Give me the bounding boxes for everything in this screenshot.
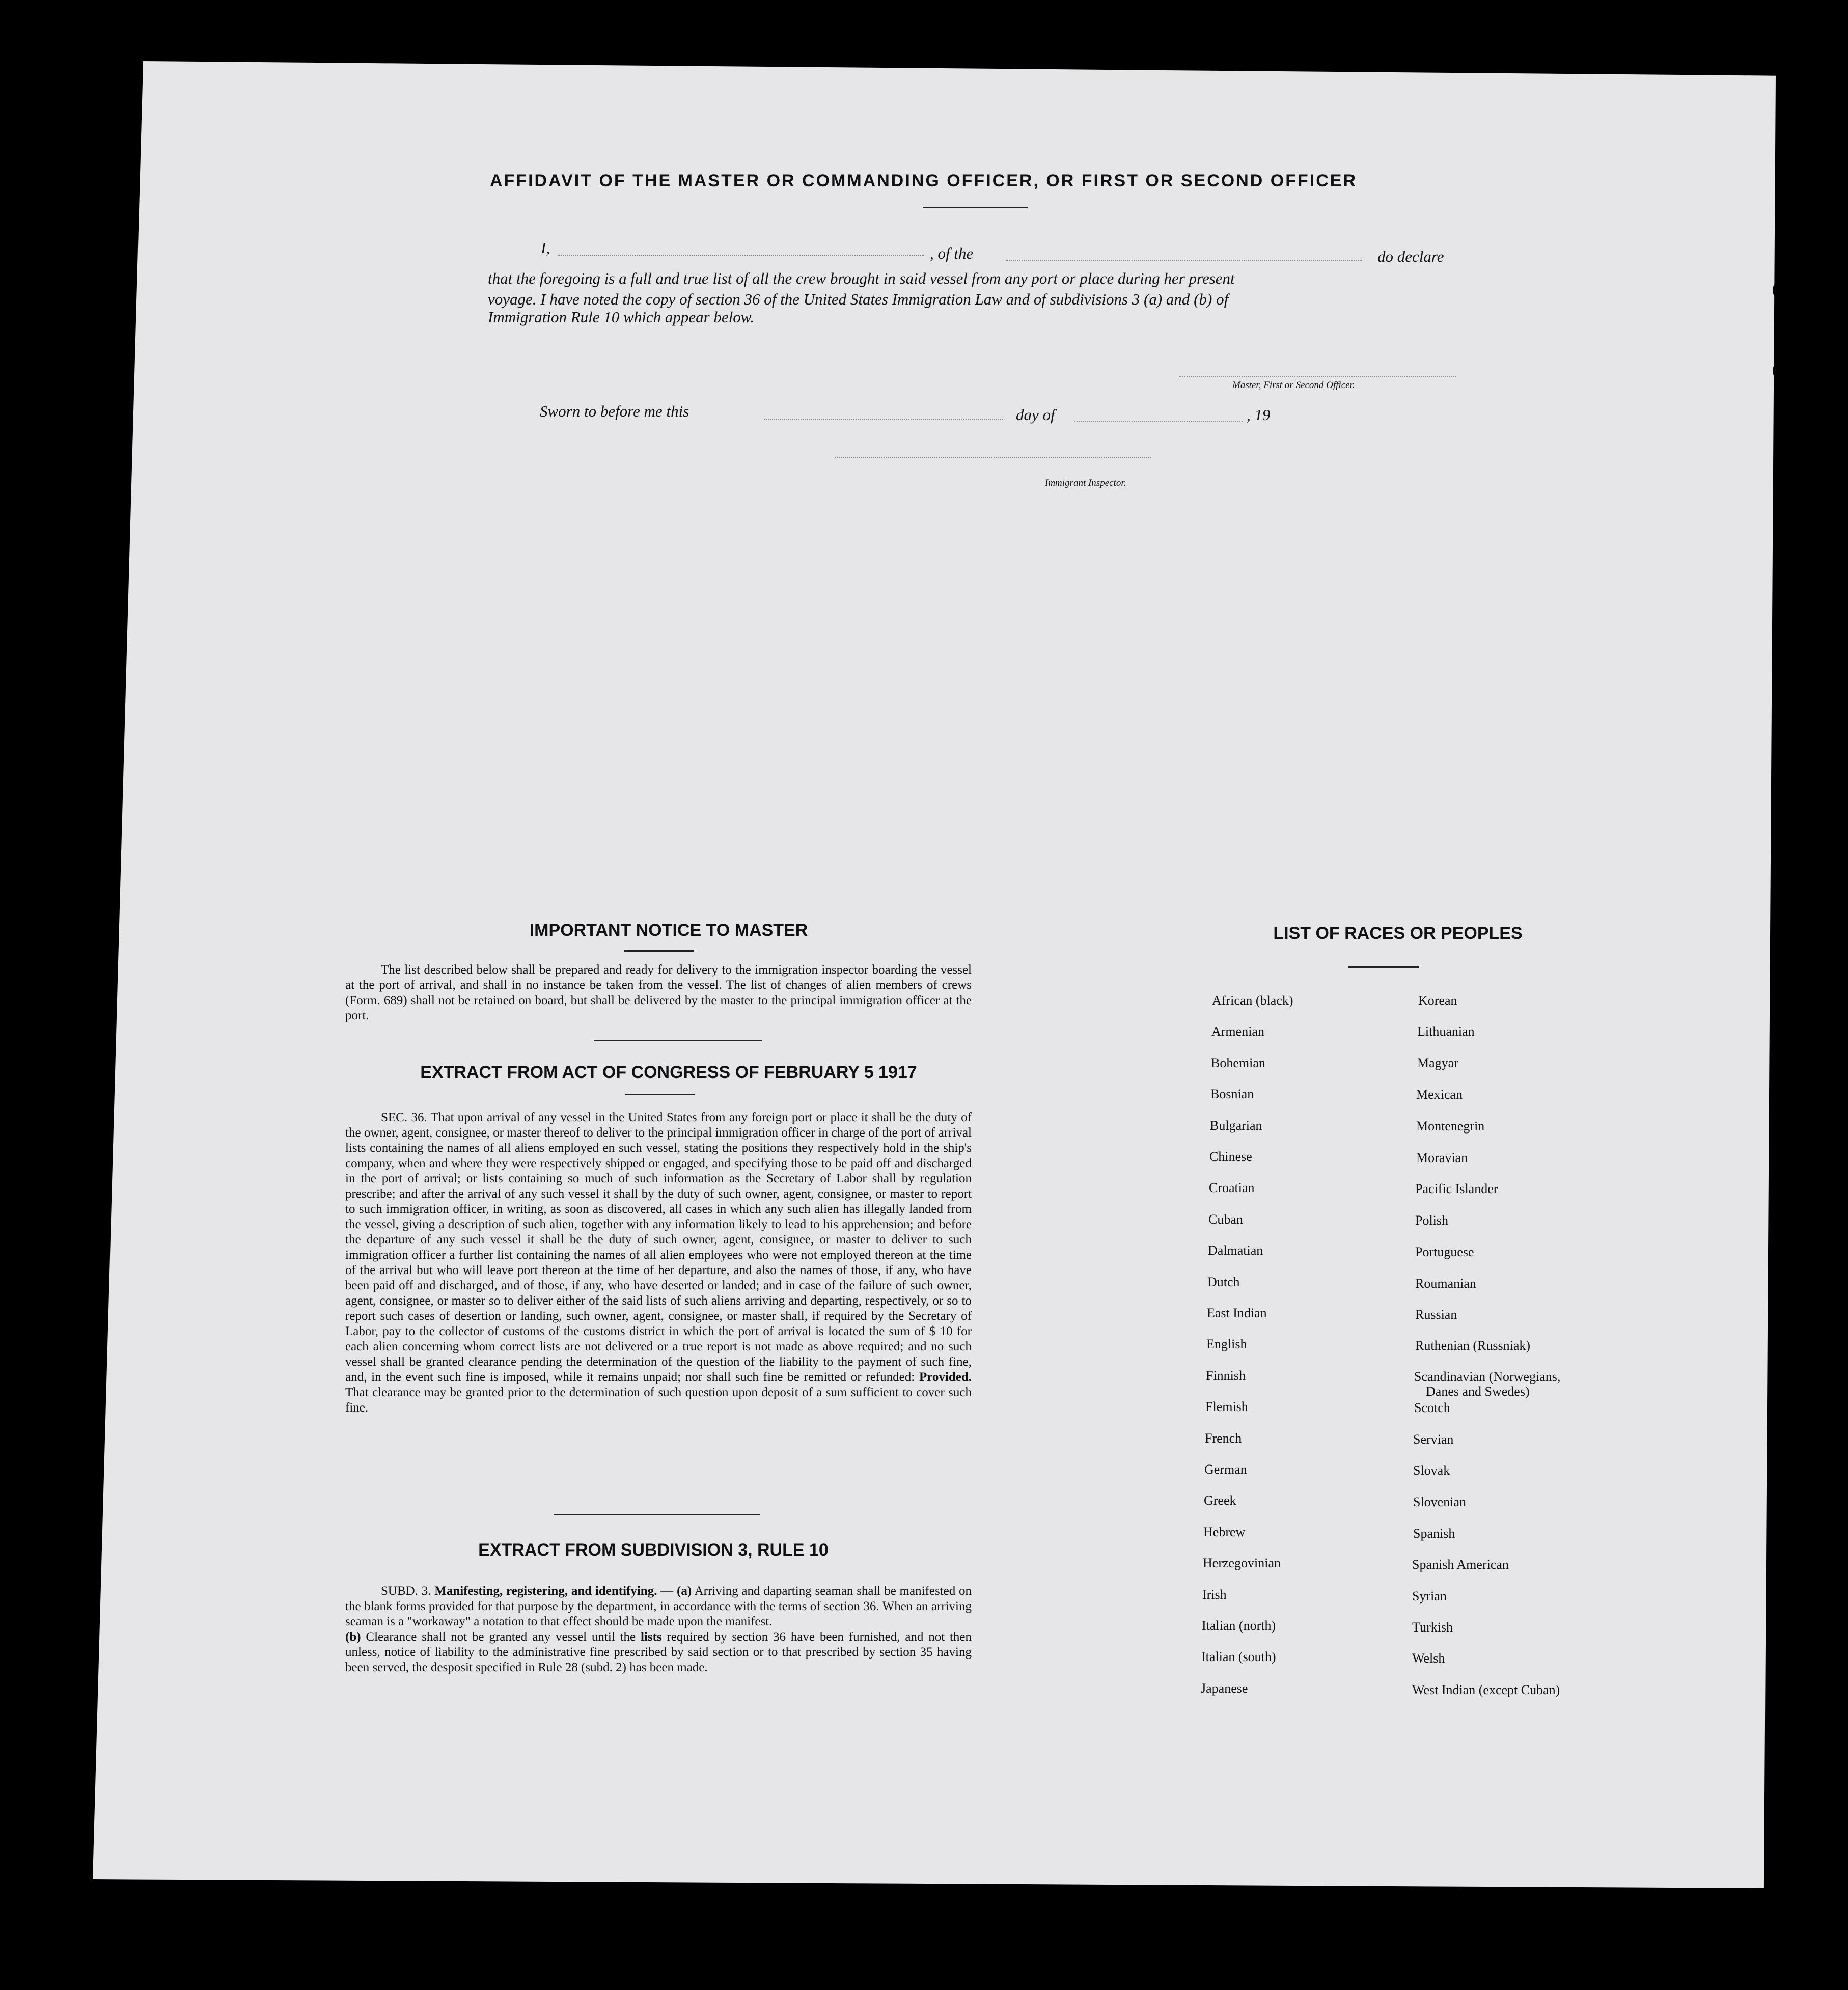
race-item: Russian	[1415, 1307, 1457, 1322]
race-item: East Indian	[1207, 1306, 1267, 1320]
title-rule	[923, 207, 1028, 208]
race-item: Japanese	[1201, 1681, 1248, 1696]
subd-heading: Manifesting, registering, and identifying.	[434, 1584, 657, 1598]
race-item: Moravian	[1416, 1150, 1468, 1165]
race-item: Bohemian	[1211, 1056, 1265, 1070]
race-item: Korean	[1418, 993, 1457, 1008]
race-item: Bosnian	[1210, 1087, 1254, 1101]
race-item: Hebrew	[1203, 1525, 1246, 1539]
act-text-end: That clearance may be granted prior to the determination of such question upon deposit of a sum sufficient to cover such fine.	[345, 1386, 972, 1415]
affidavit-title: AFFIDAVIT OF THE MASTER OR COMMANDING OFFICER, OR FIRST OR SECOND OFFICER	[490, 171, 1357, 190]
race-item: African (black)	[1212, 993, 1293, 1008]
binder-hole	[1775, 625, 1797, 647]
subd-b-text-1: Clearance shall not be granted any vessel until the	[366, 1630, 636, 1644]
binder-hole	[1773, 279, 1795, 301]
year-label: , 19	[1247, 406, 1271, 424]
subd-b-lists: lists	[640, 1630, 662, 1644]
race-item: Croatian	[1209, 1180, 1255, 1195]
name-line	[558, 255, 924, 256]
binder-hole	[1781, 1281, 1803, 1304]
subdivision-title: EXTRACT FROM SUBDIVISION 3, RULE 10	[478, 1540, 829, 1560]
sworn-day-line	[764, 419, 1003, 420]
subd-b-label: (b)	[345, 1630, 361, 1644]
affidavit-i-label: I,	[541, 239, 550, 257]
act-rule	[625, 1094, 695, 1095]
race-item: Flemish	[1205, 1399, 1248, 1414]
affidavit-of-the-label: , of the	[930, 244, 974, 262]
race-item: Finnish	[1206, 1368, 1246, 1383]
races-title: LIST OF RACES OR PEOPLES	[1273, 924, 1523, 943]
affidavit-line-4: Immigration Rule 10 which appear below.	[488, 308, 754, 326]
inspector-signature-line	[835, 457, 1151, 458]
notice-rule	[624, 950, 694, 952]
binder-hole	[1785, 1546, 1807, 1569]
race-item: Lithuanian	[1417, 1024, 1475, 1039]
race-item: Greek	[1204, 1493, 1236, 1508]
race-item: Ruthenian (Russniak)	[1415, 1338, 1531, 1353]
race-item: Armenian	[1211, 1024, 1264, 1039]
races-rule	[1348, 966, 1419, 968]
binder-hole	[1785, 1626, 1807, 1649]
race-item: Danes and Swedes)	[1426, 1384, 1530, 1399]
subd-a-text: Arriving and daparting seaman shall be manifested on the blank forms provided for that purpose by the department, in accordance with the terms of section 36. When an arriving seaman is a "workaway" a notation to that effect should be made upon the manifest.	[345, 1584, 972, 1628]
act-title: EXTRACT FROM ACT OF CONGRESS OF FEBRUARY 5 1917	[420, 1063, 917, 1082]
subd-b-text-2: required by section 36 have been furnished, and not then unless, notice of liability to the administrative fine prescribed by said section or to that prescribed by section 35 having been served, the desposit specified in Rule 28 (subd. 2) has been made.	[345, 1630, 972, 1674]
race-item: Mexican	[1416, 1087, 1463, 1102]
race-item: Syrian	[1412, 1589, 1447, 1604]
race-item: Cuban	[1208, 1212, 1243, 1227]
race-item: French	[1205, 1431, 1242, 1446]
race-item: Portuguese	[1415, 1245, 1474, 1259]
act-bottom-rule	[554, 1514, 760, 1515]
race-item: Polish	[1415, 1213, 1449, 1228]
notice-bottom-rule	[594, 1040, 762, 1041]
act-text	[345, 1110, 972, 1416]
race-item: Slovak	[1413, 1463, 1450, 1478]
act-provided-label: Provided.	[919, 1370, 972, 1384]
affidavit-line-2: that the foregoing is a full and true list of all the crew brought in said vessel from any port or place during her present	[488, 269, 1235, 287]
race-item: Montenegrin	[1416, 1119, 1485, 1134]
subdivision-text	[345, 1584, 972, 1675]
race-item: Welsh	[1412, 1651, 1445, 1666]
race-item: Bulgarian	[1210, 1118, 1262, 1133]
month-line	[1074, 421, 1243, 422]
master-caption: Master, First or Second Officer.	[1232, 380, 1355, 391]
race-item: Herzegovinian	[1203, 1556, 1281, 1570]
race-item: Irish	[1202, 1587, 1227, 1602]
race-item: Pacific Islander	[1415, 1181, 1498, 1196]
race-item: Dalmatian	[1208, 1243, 1263, 1258]
race-item: Roumanian	[1415, 1276, 1476, 1291]
race-item: English	[1206, 1337, 1247, 1351]
race-item: Magyar	[1417, 1056, 1458, 1070]
notice-text: The list described below shall be prepared and ready for delivery to the immigration inspector boarding the vessel at the port of arrival, and shall in no instance be taken from the vessel. The list of changes of alien members of crews (Form. 689) shall not be retained on board, but shall be delivered by the master to the principal immigration officer at the port.	[345, 963, 972, 1022]
race-item: Chinese	[1209, 1149, 1252, 1164]
race-item: Scandinavian (Norwegians,	[1414, 1369, 1561, 1384]
binder-hole	[1773, 360, 1795, 382]
binder-hole	[1781, 1201, 1803, 1223]
inspector-caption: Immigrant Inspector.	[1045, 478, 1126, 488]
race-item: Italian (south)	[1201, 1649, 1276, 1664]
sworn-label: Sworn to before me this	[540, 402, 689, 420]
race-item: German	[1204, 1462, 1247, 1477]
vessel-line	[1006, 260, 1362, 261]
race-item: West Indian (except Cuban)	[1412, 1682, 1560, 1697]
affidavit-line-3: voyage. I have noted the copy of section 36 of the United States Immigration Law and of subdivisions 3 (a) and (b) of	[488, 290, 1229, 308]
day-of-label: day of	[1016, 406, 1055, 424]
race-item: Dutch	[1207, 1275, 1240, 1289]
act-text-main: SEC. 36. That upon arrival of any vessel in the United States from any foreign port or place it shall be the duty of the owner, agent, consignee, or master thereof to deliver to the principal immigration officer in charge of the port of arrival lists containing the names of all aliens employed en such vessel, stating the positions they respectively hold in the ship's company, when and where they were respectively shipped or engaged, and specifying those to be paid off and discharged in the port of arrival; or lists containing so much of such information as the Secretary of Labor shall by regulation prescribe; and after the arrival of any such vessel it shall by the duty of such owner, agent, consignee, or master to report to such immigration officer, in writing, as soon as discovered, all cases in which any such alien has illegally landed from the vessel, giving a description of such alien, together with any information likely to lead to his apprehension; and before the departure of any such vessel it shall be the duty of such owner, agent, consignee, or master to deliver to such immigration officer a further list containing the names of all alien employees who were not employed thereon at the time of the arrival but who will leave port thereon at the time of her departure, and also the names of those, if any, who have been paid off and discharged, and of those, if any, who have deserted or landed; and in case of the failure of such owner, agent, consignee, or master so to deliver either of the said lists of such aliens arriving and departing, respectively, or so to report such cases of desertion or landing, such owner, agent, consignee, or master shall, if required by the Secretary of Labor, pay to the collector of customs of the customs district in which the port of arrival is located the sum of $ 10 for each alien concerning whom correct lists are not delivered or a true report is not made as above required; and no such vessel shall be granted clearance pending the determination of the question of the liability to the payment of such fine, and, in the event such fine is imposed, while it remains unpaid; nor shall such fine be remitted or refunded:	[345, 1111, 972, 1384]
race-item: Slovenian	[1413, 1495, 1466, 1509]
master-signature-line	[1179, 376, 1456, 377]
race-item: Spanish American	[1412, 1557, 1509, 1572]
race-item: Italian (north)	[1202, 1618, 1276, 1633]
subd-a-label: — (a)	[660, 1584, 692, 1598]
binder-hole	[1775, 705, 1797, 727]
subd-label: SUBD. 3.	[381, 1584, 431, 1598]
race-item: Turkish	[1412, 1620, 1453, 1635]
affidavit-declare-label: do declare	[1377, 247, 1444, 265]
race-item: Servian	[1413, 1432, 1454, 1447]
notice-title: IMPORTANT NOTICE TO MASTER	[529, 921, 808, 940]
race-item: Scotch	[1414, 1400, 1450, 1415]
race-item: Spanish	[1413, 1526, 1455, 1541]
